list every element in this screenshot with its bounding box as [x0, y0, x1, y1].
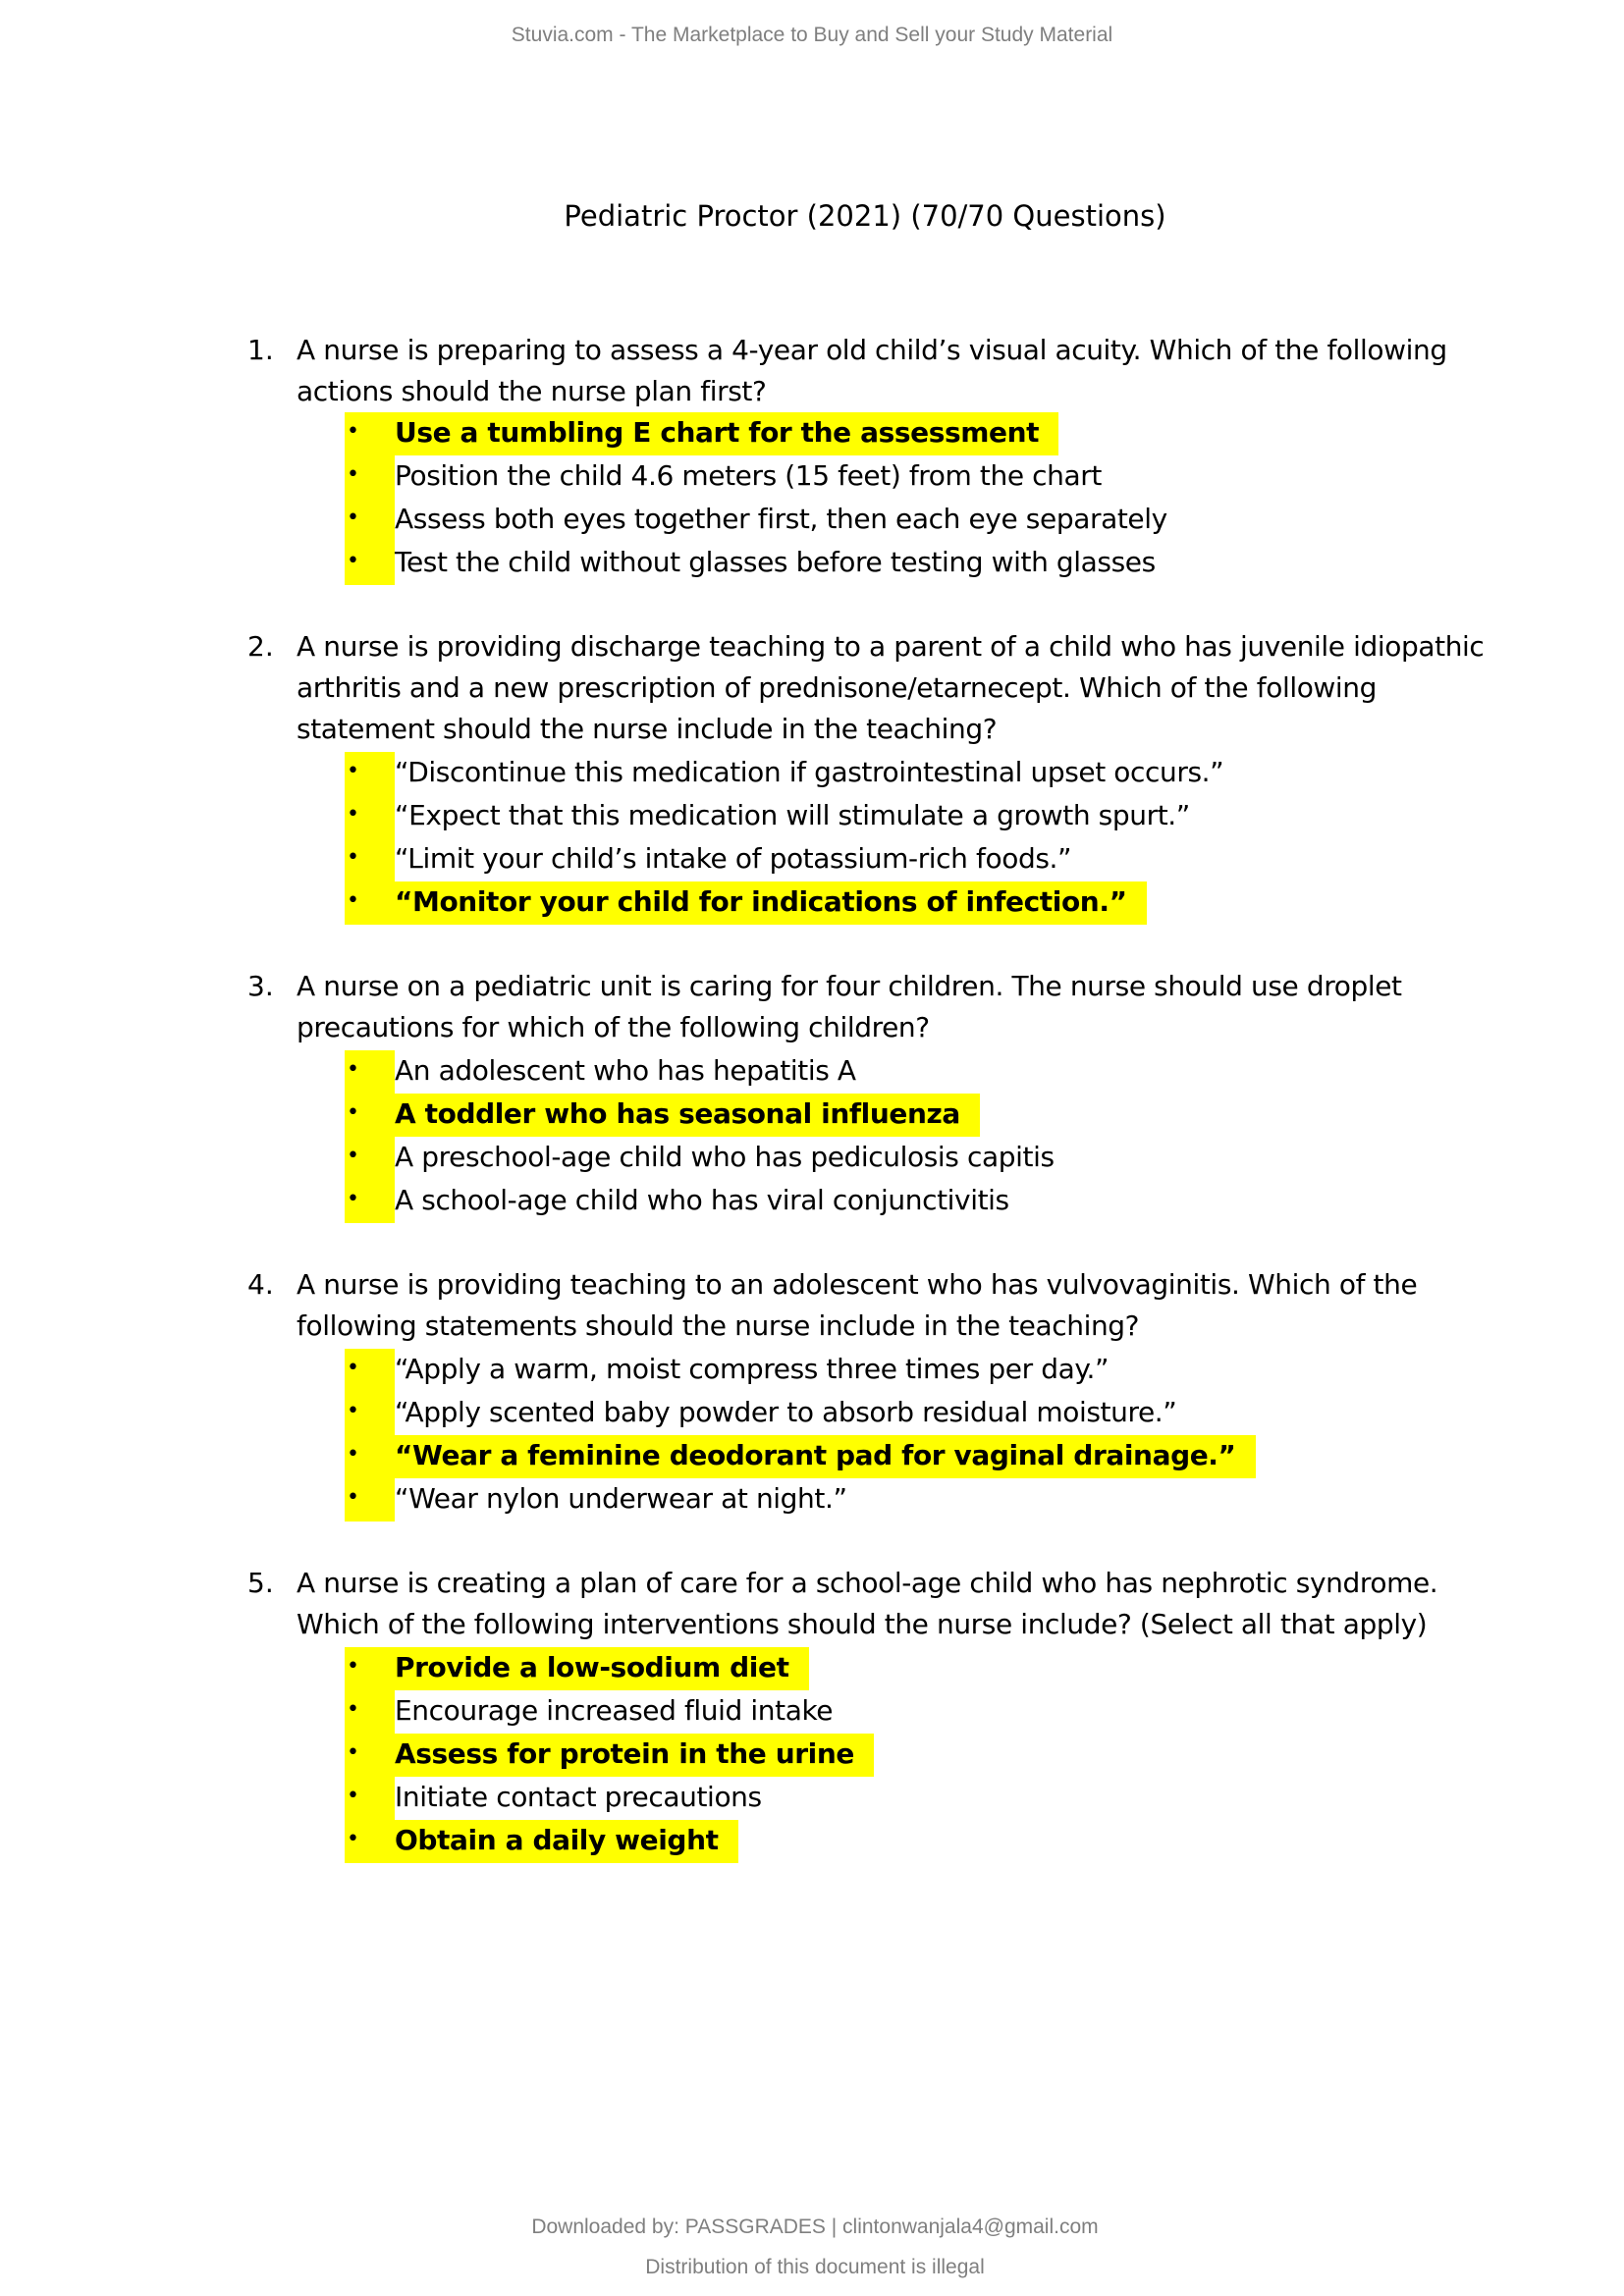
bullet-icon: •	[345, 1820, 395, 1863]
option	[0, 1349, 1624, 1392]
option	[0, 1050, 1624, 1094]
option	[0, 1777, 1624, 1820]
bullet-icon: •	[345, 1094, 395, 1137]
correct-answer: Assess for protein in the urine	[395, 1734, 874, 1777]
question-text: A nurse is preparing to assess a 4-year old child’s visual acuity. Which of the following actions should the nurse plan first?	[297, 334, 1447, 407]
option	[0, 1180, 1624, 1223]
correct-answer: Use a tumbling E chart for the assessment	[395, 412, 1058, 455]
bullet-icon: •	[345, 838, 395, 881]
distribution-notice: Distribution of this document is illegal	[645, 2256, 985, 2278]
option	[0, 881, 1624, 925]
bullet-icon: •	[345, 542, 395, 585]
bullet-icon: •	[345, 752, 395, 795]
option-text: “Expect that this medication will stimulate a growth spurt.”	[395, 799, 1190, 831]
question-number: 2.	[247, 630, 274, 663]
option	[0, 795, 1624, 838]
bullet-icon: •	[345, 1180, 395, 1223]
option	[0, 1734, 1624, 1777]
option	[0, 1690, 1624, 1734]
option	[0, 1478, 1624, 1522]
option	[0, 455, 1624, 499]
question-text: A nurse is providing discharge teaching to a parent of a child who has juvenile idiopathic arthritis and a new prescription of prednisone/etarnecept. Which of the following statement should the nurse include in the teaching?	[297, 630, 1485, 745]
question-number: 5.	[247, 1567, 274, 1599]
question-number: 4.	[247, 1268, 274, 1301]
bullet-icon: •	[345, 795, 395, 838]
option-text: “Wear nylon underwear at night.”	[395, 1482, 847, 1515]
bullet-icon: •	[345, 1050, 395, 1094]
bullet-icon: •	[345, 881, 395, 925]
correct-answer: A toddler who has seasonal influenza	[395, 1094, 980, 1137]
bullet-icon: •	[345, 1349, 395, 1392]
bullet-icon: •	[345, 1690, 395, 1734]
bullet-icon: •	[345, 1392, 395, 1435]
question-number: 1.	[247, 334, 274, 366]
option-text: An adolescent who has hepatitis A	[395, 1054, 856, 1087]
option-text: “Limit your child’s intake of potassium-rich foods.”	[395, 842, 1072, 875]
option	[0, 1647, 1624, 1690]
correct-answer: “Wear a feminine deodorant pad for vaginal drainage.”	[395, 1435, 1256, 1478]
bullet-icon: •	[345, 1435, 395, 1478]
option	[0, 752, 1624, 795]
option-text: A school-age child who has viral conjunctivitis	[395, 1184, 1009, 1216]
correct-answer: “Monitor your child for indications of infection.”	[395, 881, 1147, 925]
question-text: A nurse is providing teaching to an adolescent who has vulvovaginitis. Which of the following statements should the nurse include in the teaching?	[297, 1268, 1418, 1342]
correct-answer: Provide a low-sodium diet	[395, 1647, 809, 1690]
option-text: Test the child without glasses before testing with glasses	[395, 546, 1156, 578]
option-text: A preschool-age child who has pediculosis capitis	[395, 1141, 1055, 1173]
option	[0, 1820, 1624, 1863]
question-text: A nurse is creating a plan of care for a school-age child who has nephrotic syndrome. Which of the following interventions should the nurse include? (Select all that apply)	[297, 1567, 1438, 1640]
option	[0, 1392, 1624, 1435]
bullet-icon: •	[345, 412, 395, 455]
option	[0, 412, 1624, 455]
bullet-icon: •	[345, 1734, 395, 1777]
option-text: “Apply scented baby powder to absorb residual moisture.”	[395, 1396, 1177, 1428]
stuvia-header: Stuvia.com - The Marketplace to Buy and Sell your Study Material	[511, 24, 1113, 46]
downloaded-by-footer: Downloaded by: PASSGRADES | clintonwanjala4@gmail.com	[531, 2216, 1099, 2238]
option	[0, 1435, 1624, 1478]
option-text: Assess both eyes together first, then each eye separately	[395, 503, 1167, 535]
question-number: 3.	[247, 970, 274, 1002]
option	[0, 499, 1624, 542]
bullet-icon: •	[345, 455, 395, 499]
bullet-icon: •	[345, 1777, 395, 1820]
document-title: Pediatric Proctor (2021) (70/70 Questions)	[564, 199, 1166, 233]
bullet-icon: •	[345, 1137, 395, 1180]
option-text: Position the child 4.6 meters (15 feet) from the chart	[395, 459, 1102, 492]
correct-answer: Obtain a daily weight	[395, 1820, 738, 1863]
bullet-icon: •	[345, 1647, 395, 1690]
option	[0, 1137, 1624, 1180]
option	[0, 1094, 1624, 1137]
option	[0, 542, 1624, 585]
bullet-icon: •	[345, 499, 395, 542]
bullet-icon: •	[345, 1478, 395, 1522]
option-text: “Discontinue this medication if gastrointestinal upset occurs.”	[395, 756, 1224, 788]
option	[0, 838, 1624, 881]
question-text: A nurse on a pediatric unit is caring for four children. The nurse should use droplet precautions for which of the following children?	[297, 970, 1402, 1043]
option-text: “Apply a warm, moist compress three times per day.”	[395, 1353, 1110, 1385]
option-text: Encourage increased fluid intake	[395, 1694, 834, 1727]
option-text: Initiate contact precautions	[395, 1781, 762, 1813]
